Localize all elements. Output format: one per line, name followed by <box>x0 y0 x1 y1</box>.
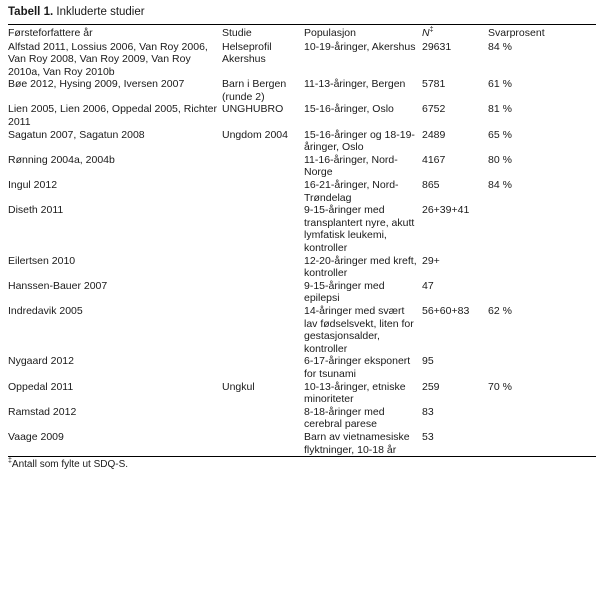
cell-study: Ungkul <box>222 380 255 393</box>
table-body <box>8 41 596 457</box>
cell-n: 29+ <box>422 254 440 267</box>
cell-n: 26+39+41 <box>422 204 470 217</box>
cell-n: 865 <box>422 179 440 192</box>
cell-response: 80 % <box>488 153 512 166</box>
cell-study <box>222 280 304 305</box>
cell-n: 6752 <box>422 103 446 116</box>
cell-authors: Lien 2005, Lien 2006, Oppedal 2005, Richter 2011 <box>8 103 217 129</box>
table-row <box>8 381 596 406</box>
cell-n: 53 <box>422 430 434 443</box>
cell-response: 84 % <box>488 179 512 192</box>
cell-response: 65 % <box>488 128 512 141</box>
cell-population: 12-20-åringer med kreft, kontroller <box>304 254 417 280</box>
column-header-population: Populasjon <box>304 27 356 39</box>
cell-response: 81 % <box>488 103 512 116</box>
cell-n: 29631 <box>422 40 452 53</box>
cell-response <box>488 406 596 431</box>
cell-n: 5781 <box>422 78 446 91</box>
table-row <box>8 305 596 355</box>
cell-response <box>488 204 596 254</box>
cell-authors: Indredavik 2005 <box>8 304 83 317</box>
cell-population: Barn av vietnamesiske flyktninger, 10-18 år <box>304 430 410 456</box>
cell-response: 84 % <box>488 40 512 53</box>
cell-population: 10-13-åringer, etniske minoriteter <box>304 380 406 406</box>
table-caption <box>8 0 596 24</box>
table-row <box>8 280 596 305</box>
table-row <box>8 406 596 431</box>
cell-n: 4167 <box>422 153 446 166</box>
table-caption-text: Inkluderte studier <box>56 6 145 18</box>
cell-study <box>222 431 304 457</box>
cell-study: Ungdom 2004 <box>222 128 288 141</box>
table-footnote <box>8 457 596 471</box>
cell-n: 56+60+83 <box>422 304 470 317</box>
footnote-text: Antall som fylte ut SDQ-S. <box>11 459 129 471</box>
cell-study: Helseprofil Akershus <box>222 40 272 66</box>
cell-study: Barn i Bergen (runde 2) <box>222 78 287 103</box>
footnote-marker: ‡ <box>8 457 12 465</box>
cell-study <box>222 179 304 204</box>
column-header-study: Studie <box>222 27 252 39</box>
cell-study <box>222 355 304 380</box>
cell-population: 16-21-åringer, Nord-Trøndelag <box>304 179 399 204</box>
cell-response <box>488 280 596 305</box>
table-row <box>8 204 596 254</box>
table-row <box>8 41 596 79</box>
column-header-n <box>422 25 488 41</box>
cell-study <box>222 305 304 355</box>
cell-response: 70 % <box>488 380 512 393</box>
cell-population: 6-17-åringer eksponert for tsunami <box>304 355 411 380</box>
cell-authors: Hanssen-Bauer 2007 <box>8 279 108 292</box>
column-header-response-rate: Svarprosent <box>488 27 545 39</box>
cell-authors: Vaage 2009 <box>8 430 64 443</box>
cell-response <box>488 431 596 457</box>
cell-population: 9-15-åringer med transplantert nyre, akutt lymfatisk leukemi, kontroller <box>304 204 415 254</box>
cell-population: 8-18-åringer med cerebral parese <box>304 405 385 431</box>
table-row <box>8 255 596 280</box>
table-row <box>8 431 596 457</box>
table-caption-label: Tabell 1. <box>8 6 54 18</box>
cell-authors: Rønning 2004a, 2004b <box>8 153 115 166</box>
cell-authors: Sagatun 2007, Sagatun 2008 <box>8 128 145 141</box>
included-studies-table <box>8 24 596 457</box>
cell-authors: Nygaard 2012 <box>8 355 74 368</box>
cell-study <box>222 204 304 254</box>
table-row <box>8 355 596 380</box>
cell-response <box>488 355 596 380</box>
cell-population: 15-16-åringer og 18-19-åringer, Oslo <box>304 128 415 154</box>
cell-authors: Bøe 2012, Hysing 2009, Iversen 2007 <box>8 78 185 91</box>
cell-n: 83 <box>422 405 434 418</box>
cell-authors: Eilertsen 2010 <box>8 254 76 267</box>
cell-authors: Ingul 2012 <box>8 179 58 192</box>
column-header-n-label: N <box>422 27 430 39</box>
cell-population: 10-19-åringer, Akershus <box>304 40 416 53</box>
cell-study: UNGHUBRO <box>222 103 284 116</box>
cell-authors: Alfstad 2011, Lossius 2006, Van Roy 2006, Van Roy 2008, Van Roy 2009, Van Roy 2010a, Van Roy 2010b <box>8 40 208 78</box>
cell-study <box>222 255 304 280</box>
cell-authors: Oppedal 2011 <box>8 380 74 393</box>
cell-response: 62 % <box>488 304 512 317</box>
cell-response <box>488 255 596 280</box>
cell-population: 15-16-åringer, Oslo <box>304 103 394 116</box>
table-row <box>8 154 596 179</box>
cell-study <box>222 154 304 179</box>
column-header-n-footnote-marker: ‡ <box>429 26 434 34</box>
cell-n: 95 <box>422 355 434 368</box>
cell-response: 61 % <box>488 78 512 91</box>
table-row <box>8 129 596 154</box>
table-header <box>8 25 596 41</box>
cell-population: 9-15-åringer med epilepsi <box>304 279 385 305</box>
cell-population: 11-16-åringer, Nord-Norge <box>304 153 398 179</box>
column-header-authors: Førsteforfattere år <box>8 27 93 39</box>
table-row <box>8 103 596 128</box>
cell-study <box>222 406 304 431</box>
cell-n: 47 <box>422 279 434 292</box>
cell-authors: Diseth 2011 <box>8 204 64 217</box>
cell-authors: Ramstad 2012 <box>8 405 77 418</box>
cell-n: 2489 <box>422 128 446 141</box>
cell-population: 11-13-åringer, Bergen <box>304 78 406 91</box>
table-header-row <box>8 25 596 41</box>
table-row <box>8 78 596 103</box>
cell-population: 14-åringer med svært lav fødselsvekt, liten for gestasjonsalder, kontroller <box>304 304 414 355</box>
table-row <box>8 179 596 204</box>
cell-n: 259 <box>422 380 440 393</box>
